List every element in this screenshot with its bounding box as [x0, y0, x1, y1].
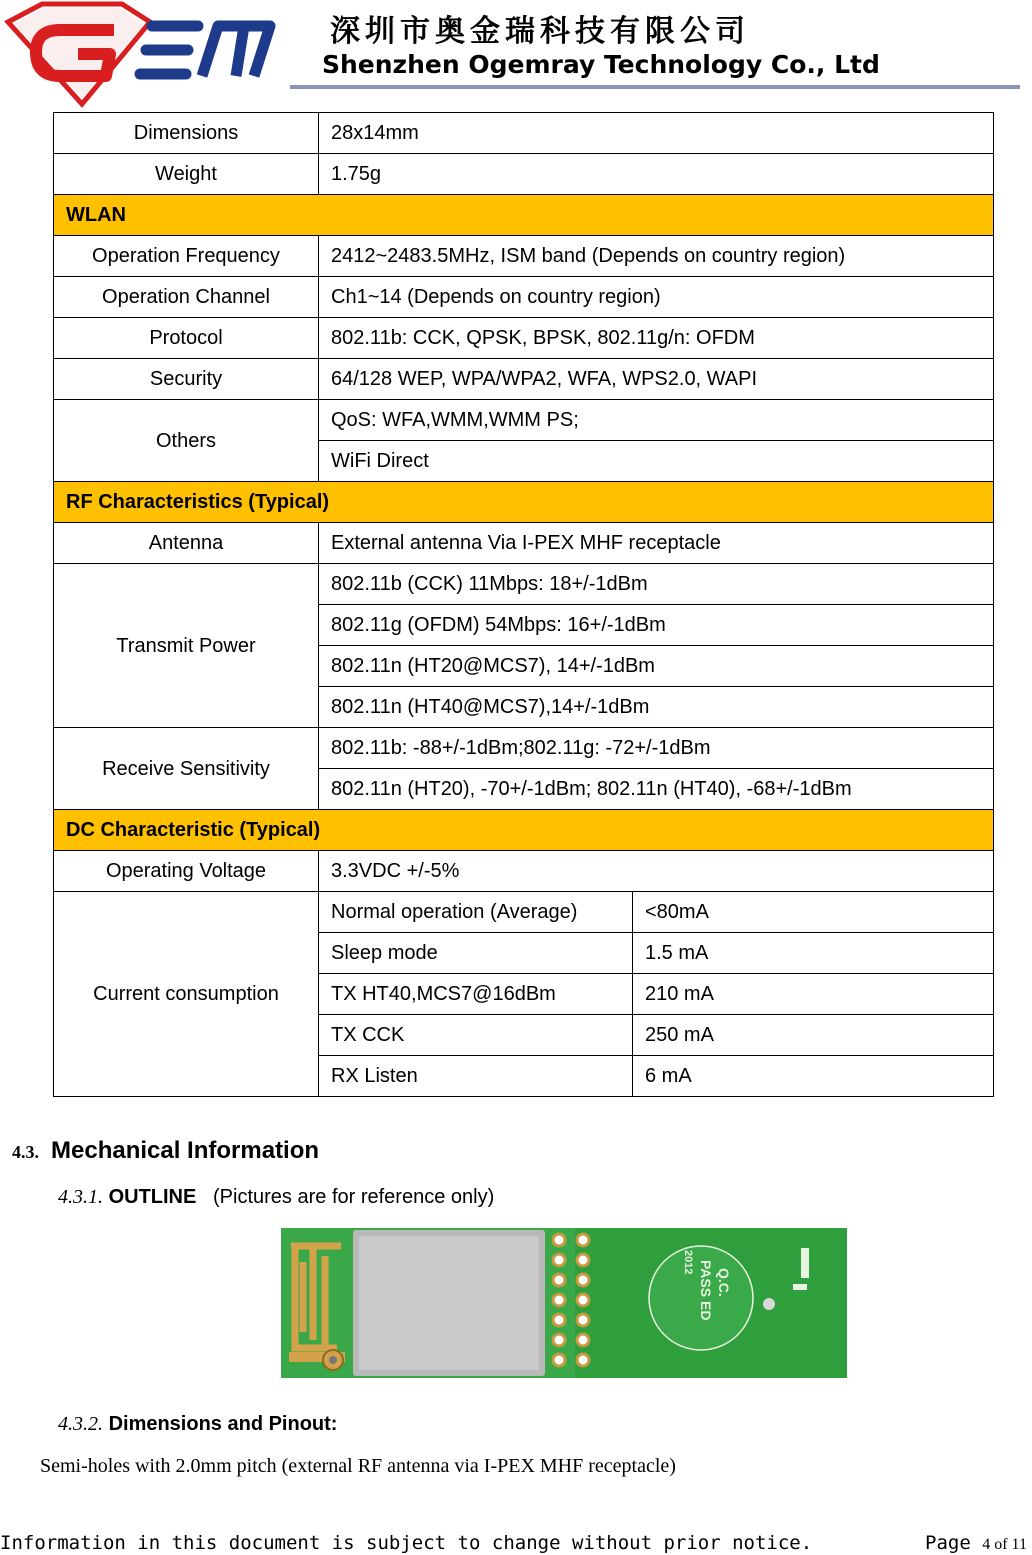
channel-value: Ch1~14 (Depends on country region) — [319, 277, 994, 318]
rf-section-header: RF Characteristics (Typical) — [54, 482, 994, 523]
current-value: 1.5 mA — [633, 933, 994, 974]
frequency-value: 2412~2483.5MHz, ISM band (Depends on country region) — [319, 236, 994, 277]
current-mode: RX Listen — [319, 1056, 633, 1097]
subsection-title: Dimensions and Pinout: — [108, 1413, 338, 1435]
others-label: Others — [54, 400, 319, 482]
transmit-power-value: 802.11n (HT20@MCS7), 14+/-1dBm — [319, 646, 994, 687]
footer-notice: Information in this document is subject to change without prior notice. — [0, 1532, 813, 1554]
antenna-label: Antenna — [54, 523, 319, 564]
page-prefix: Page — [925, 1532, 971, 1554]
transmit-power-value: 802.11g (OFDM) 54Mbps: 16+/-1dBm — [319, 605, 994, 646]
pcb-label-passed: PASS ED — [698, 1260, 714, 1321]
dimensions-value: 28x14mm — [319, 113, 994, 154]
table-row — [54, 523, 994, 564]
frequency-label: Operation Frequency — [54, 236, 319, 277]
others-value: QoS: WFA,WMM,WMM PS; — [319, 400, 994, 441]
company-name-english: Shenzhen Ogemray Technology Co., Ltd — [322, 50, 880, 79]
company-logo — [2, 0, 287, 110]
others-value: WiFi Direct — [319, 441, 994, 482]
dc-section-header: DC Characteristic (Typical) — [54, 810, 994, 851]
section-heading-mechanical — [12, 1137, 319, 1165]
page-indicator — [925, 1532, 1027, 1554]
table-row — [54, 318, 994, 359]
page-header — [0, 0, 1032, 110]
subsection-number: 4.3.2. — [58, 1413, 103, 1435]
transmit-power-value: 802.11b (CCK) 11Mbps: 18+/-1dBm — [319, 564, 994, 605]
dimensions-label: Dimensions — [54, 113, 319, 154]
table-row — [54, 728, 994, 769]
protocol-label: Protocol — [54, 318, 319, 359]
company-name-chinese: 深圳市奥金瑞科技有限公司 — [330, 14, 750, 49]
subsection-heading-outline — [58, 1186, 494, 1209]
antenna-value: External antenna Via I-PEX MHF receptacle — [319, 523, 994, 564]
table-row — [54, 564, 994, 605]
current-value: 210 mA — [633, 974, 994, 1015]
channel-label: Operation Channel — [54, 277, 319, 318]
receive-sensitivity-value: 802.11n (HT20), -70+/-1dBm; 802.11n (HT40), -68+/-1dBm — [319, 769, 994, 810]
section-title: Mechanical Information — [51, 1137, 320, 1164]
current-mode: Sleep mode — [319, 933, 633, 974]
receive-sensitivity-value: 802.11b: -88+/-1dBm;802.11g: -72+/-1dBm — [319, 728, 994, 769]
pcb-label-year: 2012 — [682, 1250, 694, 1275]
current-mode: TX HT40,MCS7@16dBm — [319, 974, 633, 1015]
current-value: <80mA — [633, 892, 994, 933]
table-row — [54, 851, 994, 892]
table-row — [54, 195, 994, 236]
voltage-label: Operating Voltage — [54, 851, 319, 892]
current-value: 250 mA — [633, 1015, 994, 1056]
pcb-label-qc: Q.C. — [716, 1268, 732, 1297]
subsection-number: 4.3.1. — [58, 1186, 103, 1208]
table-row — [54, 277, 994, 318]
subsection-heading-dimensions — [58, 1413, 337, 1436]
receive-sensitivity-label: Receive Sensitivity — [54, 728, 319, 810]
table-row — [54, 236, 994, 277]
table-row — [54, 892, 994, 933]
current-mode: Normal operation (Average) — [319, 892, 633, 933]
table-row — [54, 400, 994, 441]
table-row — [54, 154, 994, 195]
protocol-value: 802.11b: CCK, QPSK, BPSK, 802.11g/n: OFDM — [319, 318, 994, 359]
security-value: 64/128 WEP, WPA/WPA2, WFA, WPS2.0, WAPI — [319, 359, 994, 400]
transmit-power-label: Transmit Power — [54, 564, 319, 728]
current-consumption-label: Current consumption — [54, 892, 319, 1097]
table-row — [54, 113, 994, 154]
wlan-section-header: WLAN — [54, 195, 994, 236]
section-number: 4.3. — [12, 1142, 39, 1162]
current-mode: TX CCK — [319, 1015, 633, 1056]
semi-holes-note: Semi-holes with 2.0mm pitch (external RF antenna via I-PEX MHF receptacle) — [40, 1455, 676, 1477]
table-row — [54, 482, 994, 523]
table-row — [54, 810, 994, 851]
page-number: 4 of 11 — [982, 1536, 1027, 1553]
table-row — [54, 359, 994, 400]
weight-value: 1.75g — [319, 154, 994, 195]
module-photo — [281, 1228, 847, 1378]
security-label: Security — [54, 359, 319, 400]
transmit-power-value: 802.11n (HT40@MCS7),14+/-1dBm — [319, 687, 994, 728]
subsection-title: OUTLINE — [108, 1186, 197, 1208]
current-value: 6 mA — [633, 1056, 994, 1097]
header-divider — [290, 85, 1020, 89]
specification-table — [53, 112, 994, 1097]
reference-note: (Pictures are for reference only) — [213, 1186, 495, 1208]
weight-label: Weight — [54, 154, 319, 195]
voltage-value: 3.3VDC +/-5% — [319, 851, 994, 892]
